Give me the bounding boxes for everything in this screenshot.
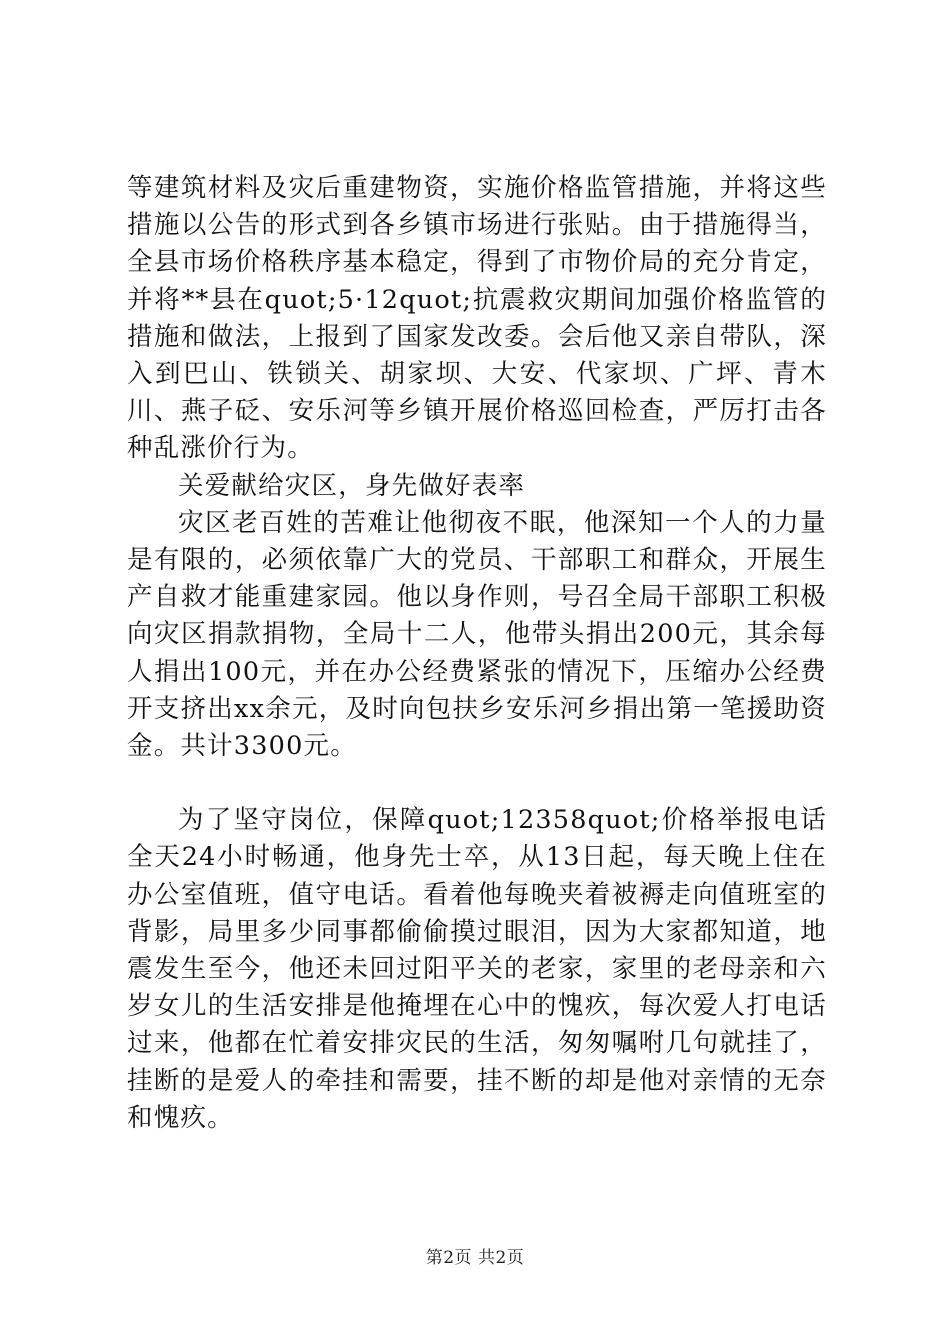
page-footer: 第2页 共2页: [425, 1248, 525, 1268]
paragraph-spacer: [127, 765, 827, 802]
paragraph-price-supervision: 等建筑材料及灾后重建物资，实施价格监管措施，并将这些措施以公告的形式到各乡镇市场进行张贴。由于措施得当，全县市场价格秩序基本稳定，得到了市物价局的充分肯定，并将**县在quot;5·12quot;抗震救灾期间加强价格监管的措施和做法，上报到了国家发改委。会后他又亲自带队，深入到巴山、铁锁关、胡家坝、大安、代家坝、广坪、青木川、燕子砭、安乐河等乡镇开展价格巡回检查，严厉打击各种乱涨价行为。: [127, 173, 827, 464]
section-heading: 关爱献给灾区，身先做好表率: [178, 470, 526, 501]
document-body: [127, 170, 827, 1137]
paragraph-donations: 灾区老百姓的苦难让他彻夜不眠，他深知一个人的力量是有限的，必须依靠广大的党员、干部职工和群众，开展生产自救才能重建家园。他以身作则，号召全局干部职工积极向灾区捐款捐物，全局十二人，他带头捐出200元，其余每人捐出100元，并在办公经费紧张的情况下，压缩办公经费开支挤出xx余元，及时向包扶乡安乐河乡捐出第一笔援助资金。共计3300元。: [127, 507, 827, 762]
paragraph-duty-hotline: 为了坚守岗位，保障quot;12358quot;价格举报电话全天24小时畅通，他身先士卒，从13日起，每天晚上住在办公室值班，值守电话。看着他每晚夹着被褥走向值班室的背影，局里多少同事都偷偷摸过眼泪，因为大家都知道，地震发生至今，他还未回过阳平关的老家，家里的老母亲和六岁女儿的生活安排是他掩埋在心中的愧疚，每次爱人打电话过来，他都在忙着安排灾民的生活，匆匆嘱咐几句就挂了，挂断的是爱人的牵挂和需要，挂不断的却是他对亲情的无奈和愧疚。: [127, 805, 827, 1133]
